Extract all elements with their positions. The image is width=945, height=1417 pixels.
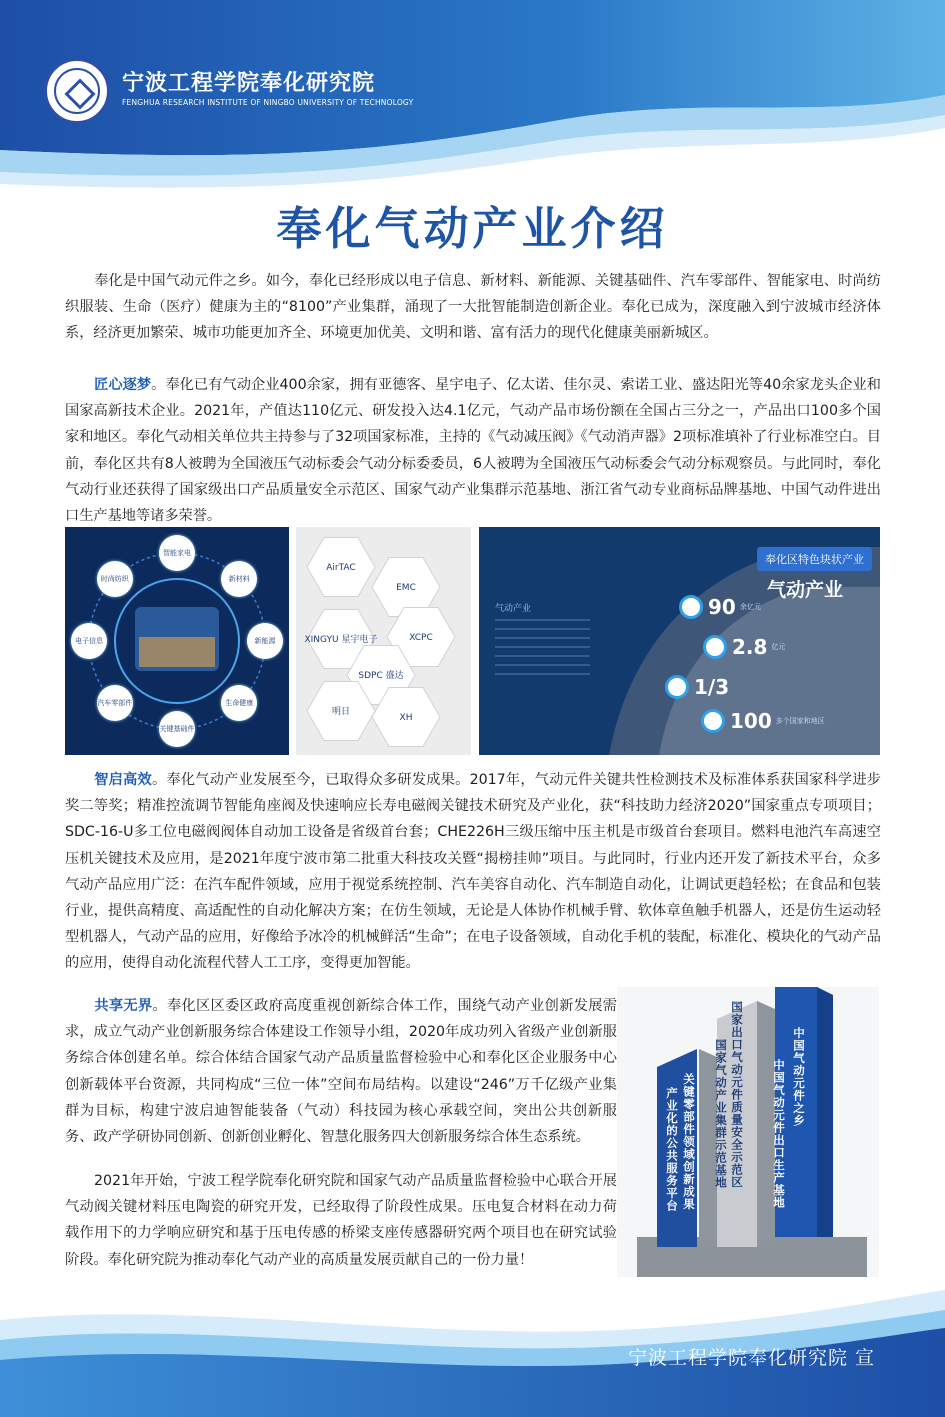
- hub-label: 汽车零部件: [97, 685, 133, 721]
- closing-text: 2021年开始，宁波工程学院奉化研究院和国家气动产品质量监督检验中心联合开展气动阀关键材料压电陶瓷的研究开发，已经取得了阶段性成果。压电复合材料在动力荷载作用下的力学响应研究和基于压电传感的桥梁支座传感器研究两个项目也在研究试验阶段。奉化研究院为推动奉化气动产业的高质量发展贡献自己的一份力量！: [65, 1173, 617, 1268]
- monument-text: 关键零部件领域创新成果: [682, 1073, 696, 1211]
- hub-label: 时尚纺织: [97, 561, 133, 597]
- section-text: 。奉化气动产业发展至今，已取得众多研发成果。2017年，气动元件关键共性检测技术及标准体系获国家科学进步奖二等奖；精准控流调节智能角座阀及快速响应长寿电磁阀关键技术研究及产业化，获“科技助力经济2020”国家重点专项项目；SDC-16-U多工位电磁阀阀体自动加工设备是省级首台套；CHE226H三级压缩中压主机是市级首台套项目。燃料电池汽车高速空压机关键技术及应用，是2021年度宁波市第二批重大科技攻关暨“揭榜挂帅”项目。与此同时，行业内还开发了新技术平台，众多气动产品应用广泛：在汽车配件领域，应用于视觉系统控制、汽车美容自动化、汽车制造自动化，让调试更趋轻松；在食品和包装行业，提供高精度、高适配性的自动化解决方案；在仿生领域，无论是人体协作机械手臂、软体章鱼触手机器人，还是仿生运动轻型机器人，气动产品的应用，好像给予冰冷的机械鲜活“生命”；在电子设备领域，自动化手机的装配，标准化、模块化的气动产品的应用，使得自动化流程代替人工工序，变得更加智能。: [65, 772, 881, 972]
- section-zhiqi: [65, 767, 881, 977]
- brand-hex-wall-image: [296, 527, 471, 755]
- hub-label: 关键基础件: [159, 711, 195, 747]
- brand-hex-label: XCPC: [409, 633, 433, 643]
- section-text: 。奉化区区委区政府高度重视创新综合体工作，围绕气动产业创新发展需求，成立气动产业创新服务综合体建设工作领导小组，2020年成功列入省级产业创新服务综合体创建名单。综合体结合国家气动产品质量监督检验中心和奉化区企业服务中心创新载体平台资源，共同构成“三位一体”空间布局结构。以建设“246”万千亿级产业集群为目标，构建宁波启迪智能装备（气动）科技园为核心承载空间，突出公共创新服务、政产学研协同创新、创新创业孵化、智慧化服务四大创新服务综合体生态系统。: [65, 998, 617, 1146]
- stat-unit: 余亿元: [739, 603, 761, 611]
- stat-value: 1/3: [694, 675, 730, 699]
- monument-text: 产业化的公共服务平台: [665, 1087, 679, 1212]
- stat-icon: [703, 635, 727, 659]
- hub-label: 新能源: [247, 623, 283, 659]
- section-jiangxin: [65, 372, 881, 529]
- brand-hex-label: 明日: [331, 707, 351, 717]
- panel-subtag: 气动产业: [495, 604, 532, 614]
- section-gongxiang: [65, 993, 617, 1150]
- monument-text: 国家气动产业集群示范基地: [714, 1039, 728, 1189]
- panel-heading: 气动产业: [767, 579, 844, 601]
- stat-unit: 亿元: [771, 643, 786, 651]
- monument-graphic: [617, 987, 879, 1277]
- monument-text: 中国气动元件出口生产基地: [772, 1059, 786, 1209]
- footer-credit: 宁波工程学院奉化研究院 宣: [627, 1347, 875, 1369]
- stat-item: [703, 635, 785, 659]
- panel-small-text: [495, 619, 590, 679]
- panel-tag: 奉化区特色块状产业: [757, 547, 872, 571]
- section-heading: 智启高效: [94, 772, 152, 788]
- stat-value: 90: [708, 595, 736, 619]
- intro-text: 奉化是中国气动元件之乡。如今，奉化已经形成以电子信息、新材料、新能源、关键基础件、汽车零部件、智能家电、时尚纺织服装、生命（医疗）健康为主的“8100”产业集群，涌现了一大批智能制造创新企业。奉化已成为，深度融入到宁波城市经济体系，经济更加繁荣、城市功能更加齐全、环境更加优美、文明和谐、富有活力的现代化健康美丽新城区。: [65, 273, 881, 342]
- brand-hex-label: XINGYU 星宇电子: [304, 635, 378, 645]
- stat-icon: [701, 709, 725, 733]
- brand-hex-label: EMC: [396, 583, 416, 593]
- intro-paragraph: [65, 268, 881, 347]
- hub-label: 智能家电: [159, 535, 195, 571]
- brand-hex-label: AirTAC: [326, 563, 356, 573]
- stat-value: 2.8: [732, 635, 768, 659]
- industry-hub-image: [65, 527, 289, 755]
- stat-icon: [665, 675, 689, 699]
- section-text: 。奉化已有气动企业400余家，拥有亚德客、星宇电子、亿太诺、佳尔灵、索诺工业、盛达阳光等40余家龙头企业和国家高新技术企业。2021年，产值达110亿元、研发投入达4.1亿元，气动产品市场份额在全国占三分之一，产品出口100多个国家和地区。奉化气动相关单位共主持参与了32项国家标准，主持的《气动减压阀》《气动消声器》2项标准填补了行业标准空白。目前，奉化区共有8人被聘为全国液压气动标委会气动分标委委员，6人被聘为全国液压气动标委会气动分标观察员。与此同时，奉化气动行业还获得了国家级出口产品质量安全示范区、国家气动产业集群示范基地、浙江省气动专业商标品牌基地、中国气动件进出口生产基地等诸多荣誉。: [65, 377, 881, 525]
- institute-name-cn: 宁波工程学院奉化研究院: [122, 71, 376, 96]
- hub-label: 新材料: [221, 561, 257, 597]
- monument-image: [617, 987, 879, 1277]
- monument-text: 国家出口气动元件质量安全示范区: [730, 1001, 744, 1189]
- stat-item: [665, 675, 733, 699]
- page-title: 奉化气动产业介绍: [276, 202, 669, 255]
- institute-name-en: FENGHUA RESEARCH INSTITUTE OF NINGBO UNIVERSITY OF TECHNOLOGY: [122, 98, 414, 107]
- section-heading: 匠心逐梦: [94, 377, 152, 393]
- stat-icon: [679, 595, 703, 619]
- stat-unit: 多个国家和地区: [775, 717, 825, 725]
- brand-hex-label: XH: [399, 713, 413, 723]
- pneumatic-stats-panel: [479, 527, 880, 755]
- hub-label: 生命健康: [221, 685, 257, 721]
- hub-label: 电子信息: [71, 623, 107, 659]
- stat-item: [701, 709, 825, 733]
- monument-text: 中国气动元件之乡: [792, 1027, 806, 1127]
- stat-value: 100: [730, 709, 772, 733]
- stat-item: [679, 595, 761, 619]
- hex-wall-graphic: [296, 527, 471, 755]
- closing-paragraph: [65, 1168, 617, 1273]
- institute-logo: [44, 58, 110, 124]
- brand-hex-label: SDPC 盛达: [358, 671, 404, 681]
- section-heading: 共享无界: [94, 998, 153, 1014]
